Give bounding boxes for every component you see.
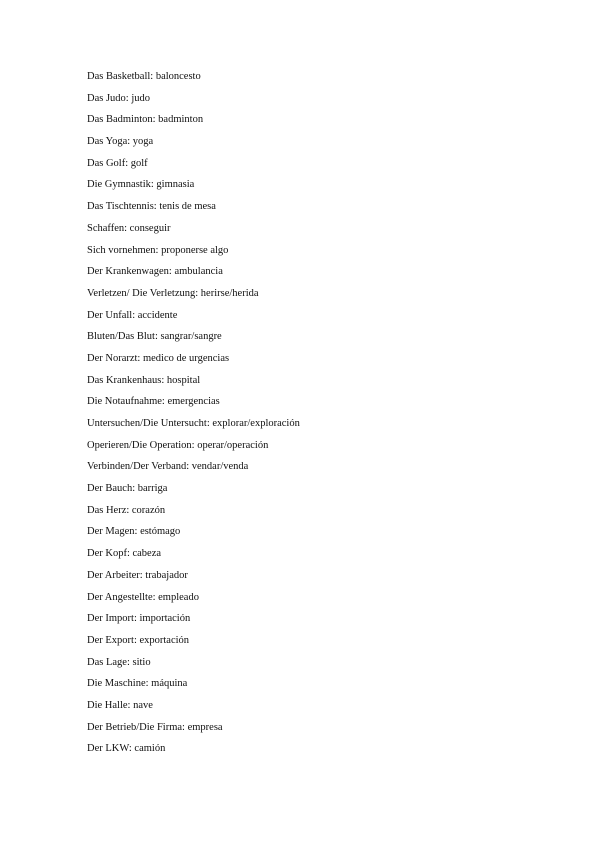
vocabulary-entry: Der Arbeiter: trabajador (87, 569, 188, 581)
vocabulary-entry: Der Unfall: accidente (87, 309, 178, 321)
vocabulary-entry: Der Bauch: barriga (87, 483, 168, 495)
vocabulary-entry: Das Yoga: yoga (87, 136, 154, 148)
vocabulary-entry: Schaffen: conseguir (87, 222, 171, 234)
vocabulary-entry: Das Krankenhaus: hospital (87, 374, 201, 386)
vocabulary-entry: Das Tischtennis: tenis de mesa (87, 201, 216, 213)
vocabulary-entry: Die Notaufnahme: emergencias (87, 396, 220, 408)
vocabulary-entry: Verletzen/ Die Verletzung: herirse/herida (87, 287, 259, 299)
vocabulary-entry: Bluten/Das Blut: sangrar/sangre (87, 331, 222, 343)
vocabulary-entry: Sich vornehmen: proponerse algo (87, 244, 229, 256)
vocabulary-entry: Das Herz: corazón (87, 504, 166, 516)
vocabulary-entry: Der Kopf: cabeza (87, 548, 162, 560)
vocabulary-entry: Das Golf: golf (87, 157, 148, 169)
vocabulary-entry: Der Magen: estómago (87, 526, 181, 538)
vocabulary-entry: Das Basketball: baloncesto (87, 71, 201, 82)
vocabulary-entry: Das Judo: judo (87, 92, 150, 104)
vocabulary-entry: Das Lage: sitio (87, 656, 151, 668)
vocabulary-entry: Der LKW: camión (87, 743, 166, 755)
vocabulary-entry: Der Betrieb/Die Firma: empresa (87, 721, 223, 733)
vocabulary-entry: Die Halle: nave (87, 699, 153, 711)
vocabulary-entry: Der Export: exportación (87, 634, 190, 646)
vocabulary-entry: Die Gymnastik: gimnasia (87, 179, 195, 191)
vocabulary-entry: Die Maschine: máquina (87, 678, 188, 690)
vocabulary-entry: Untersuchen/Die Untersucht: explorar/exploración (87, 418, 300, 429)
vocabulary-list (87, 70, 300, 764)
vocabulary-entry: Operieren/Die Operation: operar/operación (87, 439, 269, 451)
vocabulary-entry: Der Krankenwagen: ambulancia (87, 266, 223, 278)
vocabulary-entry: Das Badminton: badminton (87, 114, 204, 126)
vocabulary-entry: Der Import: importación (87, 613, 191, 625)
vocabulary-entry: Der Norarzt: medico de urgencias (87, 352, 230, 364)
vocabulary-entry: Verbinden/Der Verband: vendar/venda (87, 461, 249, 473)
vocabulary-entry: Der Angestellte: empleado (87, 591, 199, 603)
